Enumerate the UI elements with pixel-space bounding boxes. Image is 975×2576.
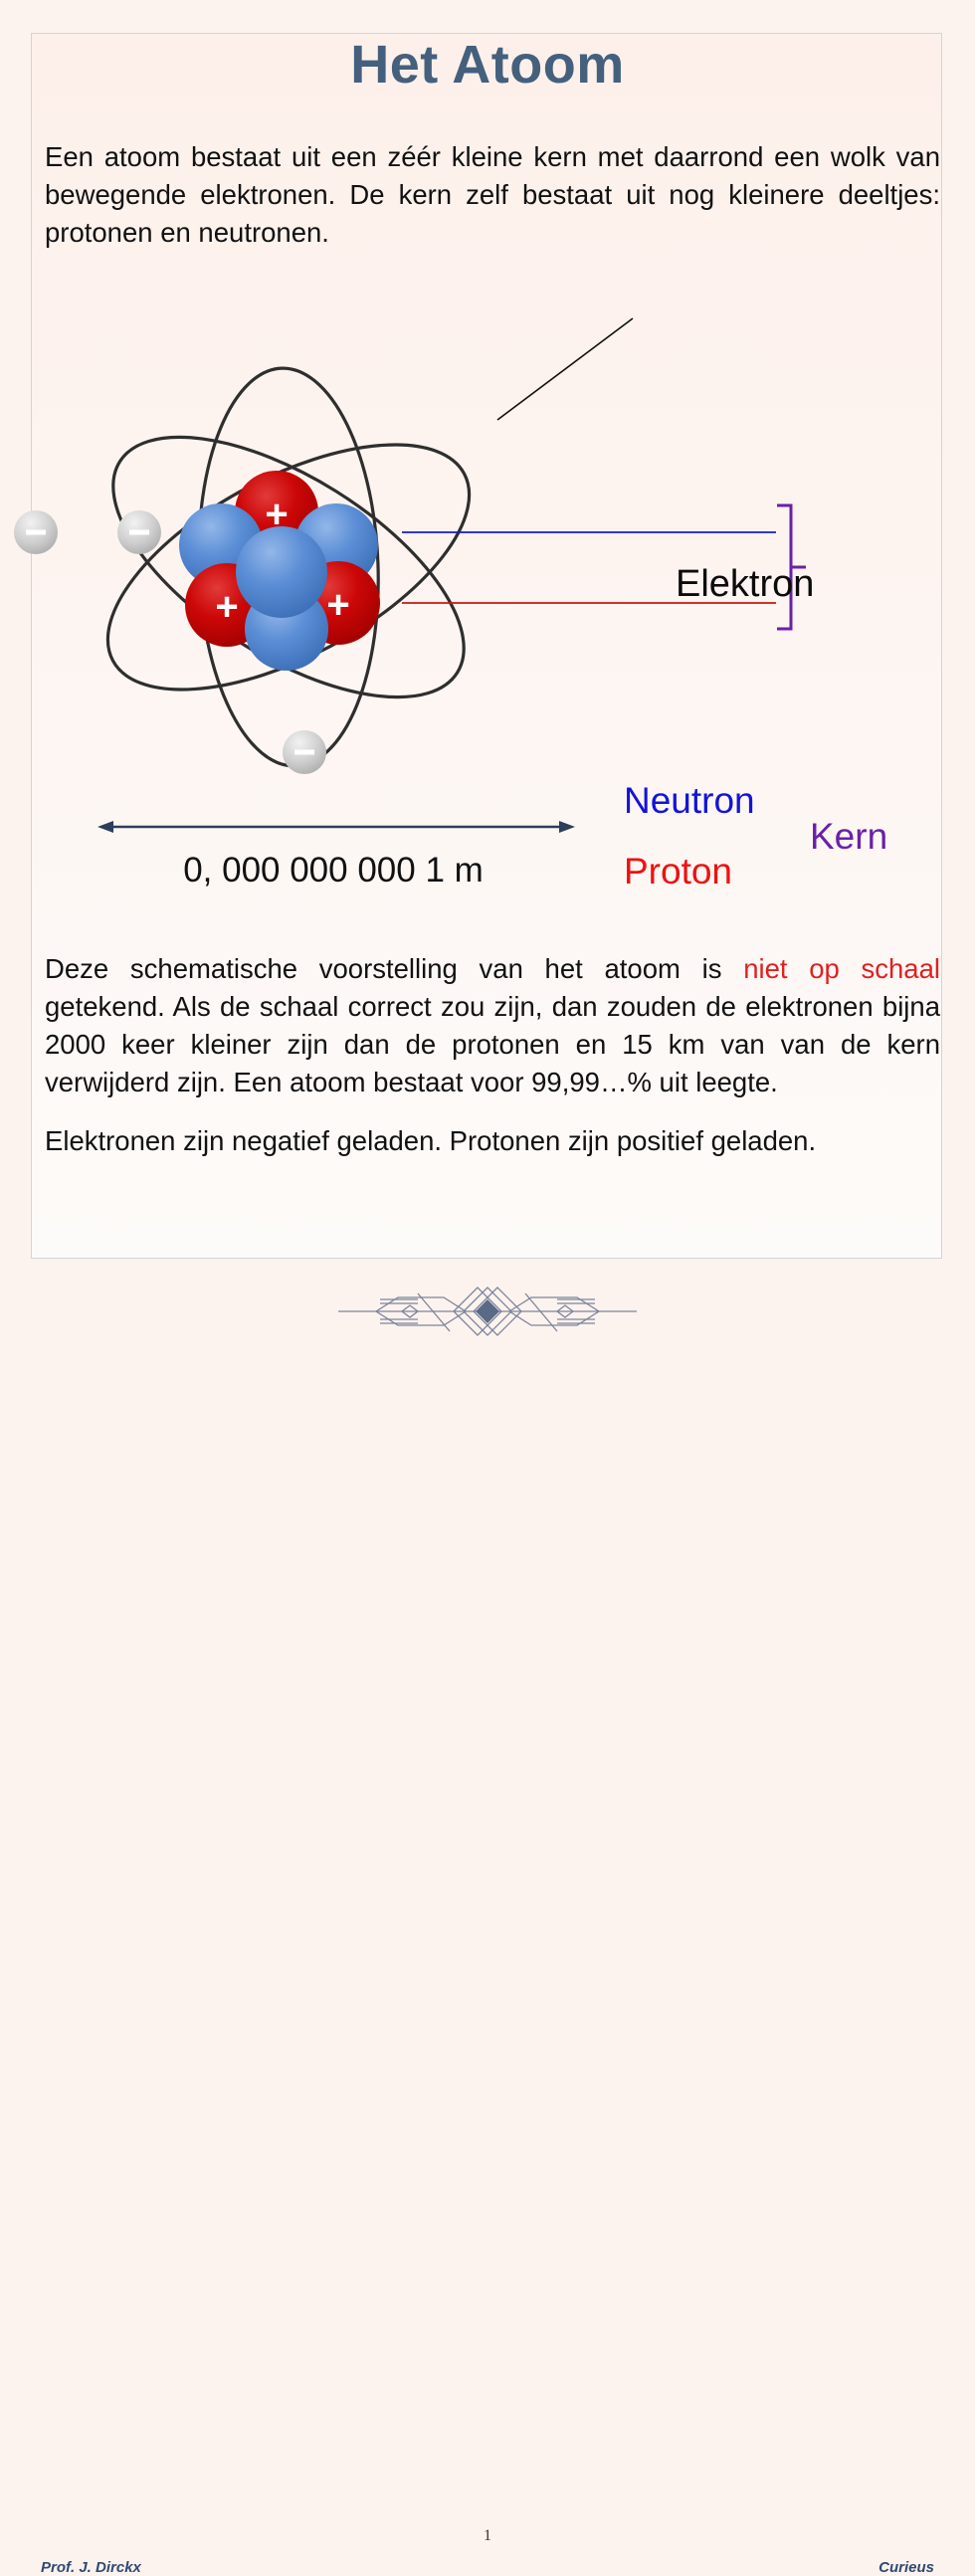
footer xyxy=(0,1262,975,2576)
neutron-particle xyxy=(236,526,327,618)
atom-illustration-svg xyxy=(0,269,975,905)
atom-diagram xyxy=(0,269,975,905)
page-title: Het Atoom xyxy=(350,35,625,95)
elektron-leader-line xyxy=(497,318,633,420)
label-elektron: Elektron xyxy=(676,563,815,605)
scale-paragraph xyxy=(45,950,940,1101)
svg-text:+: + xyxy=(215,585,239,629)
footer-author: Prof. J. Dirckx xyxy=(41,2559,141,2576)
svg-text:+: + xyxy=(326,583,350,627)
page-number: 1 xyxy=(484,2527,491,2544)
scale-value-label: 0, 000 000 000 1 m xyxy=(183,851,484,890)
svg-text:+: + xyxy=(265,493,289,536)
label-kern: Kern xyxy=(810,816,888,857)
intro-paragraph: Een atoom bestaat uit een zéér kleine kern met daarrond een wolk van bewegende elektronen. De kern zelf bestaat uit nog kleinere deeltjes: protonen en neutronen. xyxy=(45,141,940,248)
scale-arrow xyxy=(90,811,587,851)
label-proton: Proton xyxy=(624,851,733,892)
scale-paragraph-part1: Deze schematische voorstelling van het atoom is xyxy=(45,953,744,984)
footer-brand: Curieus xyxy=(878,2559,934,2576)
arrow-head-right xyxy=(559,821,575,833)
ornament-center-diamond xyxy=(476,1299,499,1323)
label-neutron: Neutron xyxy=(624,780,755,821)
charge-paragraph: Elektronen zijn negatief geladen. Protonen zijn positief geladen. xyxy=(45,1125,817,1156)
arrow-head-left xyxy=(98,821,113,833)
scale-paragraph-highlight: niet op schaal xyxy=(743,953,941,984)
footer-ornament xyxy=(0,1262,975,1361)
scale-paragraph-part2: getekend. Als de schaal correct zou zijn, dan zouden de elektronen bijna 2000 keer kleiner zijn dan de protonen en 15 km van van de kern verwijderd zijn. Een atoom bestaat voor 99,99…% uit leegte. xyxy=(45,991,940,1097)
